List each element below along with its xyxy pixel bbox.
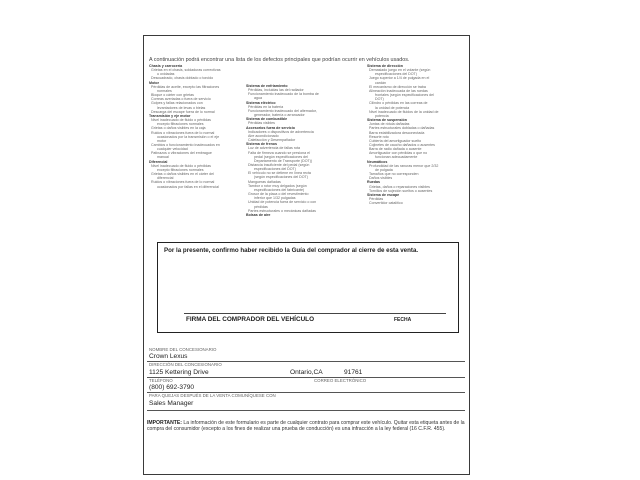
divider: [147, 377, 465, 378]
defect-item: Distancia insuficiente del pedal (según: [248, 162, 310, 167]
defect-item: manual: [157, 155, 169, 160]
defect-item: Juntas de rótula dañadas: [369, 122, 410, 127]
defect-item: motor: [157, 138, 167, 143]
defect-item: DOT): [375, 97, 384, 102]
defect-item: Pérdidas: [369, 197, 384, 201]
confirmation-box: [157, 242, 459, 333]
important-notice: [147, 420, 465, 432]
defect-item: Bloque o cárter con grietas: [151, 93, 194, 98]
defect-item: pérdidas: [254, 204, 268, 209]
complaints-contact: Sales Manager: [149, 400, 194, 407]
defect-item: cardán: [375, 80, 386, 85]
defect-item: Cubierta del amortiguador suelto: [369, 138, 422, 143]
defect-item: Departamento de Transporte (DOT)): [254, 158, 313, 163]
dealer-name-label: NOMBRE DEL CONCESIONARIO: [149, 347, 217, 352]
defect-category-heading: Sistema de escape: [367, 192, 400, 197]
defect-item: Resorte roto: [369, 134, 389, 139]
defect-item: Barra de radio dañada o ausente: [369, 147, 422, 152]
defect-item: pedal (según especificaciones del: [254, 154, 308, 159]
defect-item: levantadores de levas o bielas: [157, 105, 206, 110]
defect-item: generador, batería o arrancador: [254, 113, 305, 118]
defect-item: normales: [157, 88, 172, 93]
defect-item: Amortiguador con pérdidas o que no: [369, 151, 428, 156]
signature-line[interactable]: [184, 313, 446, 314]
defect-item: Correas averiadas o fuera de servicio: [151, 97, 211, 102]
defect-item: diferencial: [157, 176, 174, 181]
defect-category-heading: Sistema de suspensión: [367, 118, 407, 123]
defect-category-heading: Diferencial: [149, 159, 168, 164]
defect-item: especificaciones del fabricante): [254, 187, 305, 192]
defect-item: Grietas, daños o reparaciones visibles: [369, 184, 430, 189]
defect-item: Daños visibles: [369, 176, 393, 181]
defect-item: especificaciones del DOT): [375, 72, 417, 77]
defect-category-heading: Ruedas: [367, 180, 380, 185]
defect-item: El vehículo no se detiene en línea recta: [248, 171, 311, 176]
defect-category-heading: Bolsas de aire: [246, 212, 271, 217]
important-text: La información de este formulario es parte de cualquier contrato para comprar este vehículo. Quitar esta etiqueta antes de la compra del consumidor (excepto a los fines de realizar una prueba de conducción) es una infracción a la ley federal (16 C.F.R. 455).: [147, 420, 465, 433]
defect-category-heading: Sistema eléctrico: [246, 100, 276, 105]
defect-category-heading: Sistema de frenos: [246, 142, 277, 147]
complaints-contact-label: PARA QUEJAS DESPUÉS DE LA VENTA COMUNÍQUESE CON: [149, 393, 276, 398]
defect-category-heading: Motor: [149, 80, 159, 85]
defect-item: Luz de advertencia de fallas rota: [248, 146, 300, 151]
defect-item: u oxidadas: [157, 72, 175, 77]
defect-item: de pulgada: [375, 167, 393, 172]
dealer-street: 1125 Kettering Drive: [149, 369, 209, 376]
defect-item: Descarga del escape fuera de lo normal: [151, 109, 215, 114]
defect-item: ocasionados por la transmisión o el eje: [157, 134, 220, 139]
defect-item: Nivel inadecuado de fluido o pérdidas: [151, 118, 211, 123]
dealer-address-label: DIRECCIÓN DEL CONCESIONARIO: [149, 362, 222, 367]
defect-item: Falta de firmeza cuando se presiona el: [248, 150, 310, 155]
defect-item: Tornillos de sujeción sueltos o ausentes: [369, 188, 433, 193]
defect-item: Cilindro o pérdidas en las correas de: [369, 101, 428, 106]
defect-item: Pérdidas en la batería: [248, 104, 284, 109]
date-label: FECHA: [394, 317, 412, 323]
defect-item: Calefacción y Desempañador: [248, 138, 296, 143]
phone-label: TELÉFONO: [149, 378, 173, 383]
dealer-phone: (800) 692-3790: [149, 384, 195, 391]
defect-item: Unidad de potencia fuera de servicio o con: [248, 200, 317, 205]
defect-item: Pérdidas, incluidas las del radiador: [248, 88, 304, 93]
signature-label: FIRMA DEL COMPRADOR DEL VEHÍCULO: [186, 316, 315, 323]
defect-item: Nivel inadecuado de fluidos de la unidad de: [369, 109, 439, 114]
defect-item: Pérdidas de aceite, excepto las filtraciones: [151, 84, 220, 89]
defect-item: Tambor o rotor muy delgados (según: [248, 183, 307, 188]
defect-item: Juego superior a 1/4 de pulgada en el: [369, 76, 430, 81]
defect-category-heading: Chasis y carrocería: [149, 64, 183, 68]
defect-item: Ruidos o vibraciones fuera de lo normal: [151, 180, 215, 185]
dealer-zip: 91761: [344, 369, 363, 376]
intro-text: A continuación podrá encontrar una lista de los defectos principales que podrían ocurrir en vehículos usados.: [149, 57, 410, 63]
defect-item: Patinazos o vibraciones del embrague: [151, 151, 212, 156]
defect-item: Aire acondicionado: [248, 133, 279, 138]
defect-item: Ruidos o vibraciones fuera de lo normal: [151, 130, 215, 135]
defect-item: El mecanismo de dirección se traba: [369, 84, 426, 89]
defect-item: la unidad de potencia: [375, 105, 410, 110]
defect-item: Convertidor catalítico: [369, 201, 403, 206]
defect-item: Partes estructurales o mecánicas dañadas: [248, 208, 316, 213]
defect-item: Descuadrado, chasis doblado o torcido: [151, 76, 214, 81]
confirmation-text: Por la presente, confirmo haber recibido la Guía del comprador al cierre de esta venta.: [164, 247, 419, 254]
defect-item: Cojinetes de caucho dañados o ausentes: [369, 142, 435, 147]
defect-category-heading: Sistema de enfriamiento: [246, 84, 288, 88]
defect-item: potencia: [375, 113, 389, 118]
defect-item: ocasionados por fallas en el diferencial: [157, 184, 219, 189]
defect-item: Barra estabilizadora desconectada: [369, 130, 425, 135]
defect-item: Grietas o daños visibles en el cárter del: [151, 172, 214, 177]
defect-item: Partes estructurales dobladas o dañadas: [369, 126, 435, 131]
defect-item: inferior que 1/32 pulgadas: [254, 196, 296, 201]
defect-item: Profundidad de las ranuras menor que 2/32: [369, 163, 439, 168]
defect-category-heading: Sistema de combustible: [246, 117, 288, 122]
defect-category-heading: Sistema de dirección: [367, 64, 403, 68]
email-label: CORREO ELECTRÓNICO: [314, 378, 367, 383]
defect-category-heading: Neumáticos: [367, 159, 388, 164]
defect-item: frontales (según especificaciones del: [375, 93, 434, 98]
defect-item: excepto filtraciones normales: [157, 122, 204, 127]
defect-item: funcionan adecuadamente: [375, 155, 418, 160]
defect-item: (según especificaciones del DOT): [254, 175, 308, 180]
defect-category-heading: Transmisión y eje motor: [149, 113, 191, 118]
defects-column-3: [367, 64, 463, 205]
defect-item: Funcionamiento inadecuado del alternador,: [248, 108, 317, 113]
dealer-city-state: Ontario,CA: [290, 369, 323, 376]
defect-item: especificaciones del DOT): [254, 167, 296, 172]
defect-item: cualquier velocidad: [157, 147, 188, 152]
defect-item: excepto filtraciones normales: [157, 167, 204, 172]
defect-item: Grietas o daños visibles en la caja: [151, 126, 206, 131]
defect-item: Grosor de la placa o del revestimiento: [248, 192, 309, 197]
defect-item: Golpes y fallas relacionados con: [151, 101, 203, 106]
defect-item: agua: [254, 96, 262, 101]
defect-item: Indicadores o dispositivos de advertencia: [248, 129, 314, 134]
dealer-name: Crown Lexus: [149, 353, 188, 360]
defect-item: Demasiado juego en el volante (según: [369, 68, 431, 73]
defect-item: Mangueras dañadas: [248, 179, 281, 184]
defect-item: Tamaños que no corresponden: [369, 172, 419, 177]
defect-item: Pérdidas visibles: [248, 121, 275, 126]
defect-item: Funcionamiento inadecuado de la bomba de: [248, 92, 319, 97]
important-label: IMPORTANTE:: [147, 420, 182, 426]
defect-item: Cambios o funcionamiento inadecuados en: [151, 142, 220, 147]
defects-column-2: [246, 84, 354, 217]
divider: [147, 410, 465, 411]
defect-item: Nivel inadecuado de fluido o pérdidas: [151, 163, 211, 168]
defect-item: Alineación inadecuada de las ruedas: [369, 88, 428, 93]
defect-item: Grietas en el chasis, soldaduras correctivas: [151, 68, 221, 73]
defects-column-1: [149, 64, 241, 189]
defect-category-heading: Accesorios fuera de servicio: [246, 125, 295, 130]
